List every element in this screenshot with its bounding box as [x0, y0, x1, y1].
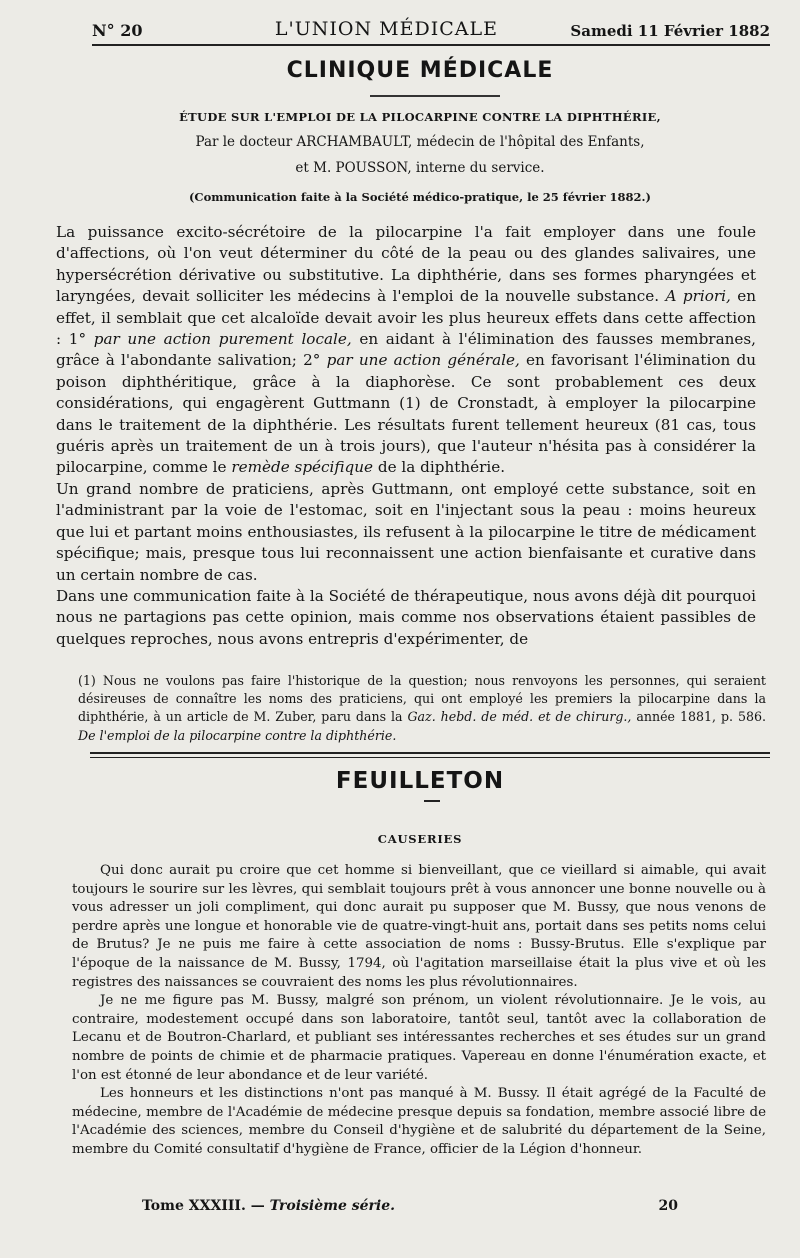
- feuilleton-body: [72, 862, 766, 1160]
- issue-date: Samedi 11 Février 1882: [570, 22, 770, 40]
- section-title: CLINIQUE MÉDICALE: [286, 58, 554, 83]
- byline-author: Par le docteur ARCHAMBAULT, médecin de l'hôpital des Enfants,: [195, 134, 645, 150]
- header-rule: [92, 44, 770, 46]
- feuilleton-paragraph: Qui donc aurait pu croire que cet homme si bienveillant, que ce vieillard si aimable, qui avait toujours le sourire sur les lèvres, qui semblait toujours prêt à vous annoncer une bonne nouvelle ou à vous adresser un joli compliment, qui donc aurait pu supposer que M. Bussy, que nous venons de perdre après une longue et honorable vie de quatre-vingt-huit ans, portait dans ses petits noms celui de Brutus? Je ne puis me faire à cette association de noms : Bussy-Brutus. Elle s'explique par l'époque de la naissance de M. Bussy, 1794, où l'agitation marseillaise était la plus vive et où les registres des naissances se couvraient des noms les plus révolutionnaires.: [72, 863, 766, 990]
- article-paragraph: Dans une communication faite à la Société de thérapeutique, nous avons déjà dit pourquoi nous ne partagions pas cette opinion, mais comme nos observations étaient passibles de quelques reproches, nous avons entrepris d'expérimenter, de: [56, 586, 756, 648]
- byline-coauthor: et M. POUSSON, interne du service.: [295, 160, 545, 176]
- feuilleton-paragraph: Les honneurs et les distinctions n'ont pas manqué à M. Bussy. Il était agrégé de la Faculté de médecine, membre de l'Académie de médecine presque depuis sa fondation, membre associé libre de l'Académie des sciences, membre du Conseil d'hygiène et de salubrité du département de la Seine, membre du Comité consultatif d'hygiène de France, officier de la Légion d'honneur.: [72, 1086, 766, 1157]
- separator-rule-thin: [90, 757, 770, 758]
- feuilleton-paragraph: Je ne me figure pas M. Bussy, malgré son prénom, un violent révolutionnaire. Je le vois, au contraire, modestement occupé dans son laboratoire, tantôt seul, tantôt avec la collaboration de Lecanu et de Boutron-Charlard, et publiant ses intéressantes recherches et ses études sur un grand nombre de points de chimie et de pharmacie pratiques. Vapereau en donne l'énumération exacte, et l'on est étonné de leur abondance et de leur variété.: [72, 993, 766, 1083]
- footnote: (1) Nous ne voulons pas faire l'historique de la question; nous renvoyons les personnes, qui seraient désireuses de connaître les noms des praticiens, qui ont employé les premiers la pilocarpine dans la diphthérie, à un article de M. Zuber, paru dans la Gaz. hebd. de méd. et de chirurg., année 1881, p. 586. De l'emploi de la pilocarpine contre la diphthérie.: [78, 673, 766, 743]
- journal-page: [56, 0, 770, 1258]
- article-subtitle: ÉTUDE SUR L'EMPLOI DE LA PILOCARPINE CONTRE LA DIPHTHÉRIE,: [179, 110, 661, 124]
- feuilleton-title: FEUILLETON: [335, 768, 505, 794]
- volume-info: Tome XXXIII. — Troisième série.: [142, 1198, 396, 1214]
- page-header: [92, 6, 770, 40]
- issue-number: N° 20: [92, 21, 143, 40]
- page-footer: [70, 1198, 770, 1218]
- article-body: [56, 222, 756, 650]
- section-rule: [370, 95, 500, 97]
- article-paragraph: Un grand nombre de praticiens, après Guttmann, ont employé cette substance, soit en l'administrant par la voie de l'estomac, soit en l'injectant sous la peau : moins heureux que lui et partant moins enthousiastes, ils refusent à la pilocarpine le titre de médicament spécifique; mais, presque tous lui reconnaissent une action bienfaisante et curative dans un certain nombre de cas.: [56, 479, 756, 584]
- article-paragraph: La puissance excito-sécrétoire de la pilocarpine l'a fait employer dans une foule d'affections, où l'on veut déterminer du côté de la peau ou des glandes salivaires, une hypersécrétion dérivative ou substitutive. La diphthérie, dans ses formes pharyngées et laryngées, devait solliciter les médecins à l'emploi de la nouvelle substance. A priori, en effet, il semblait que cet alcaloïde devait avoir les plus heureux effets dans cette affection : 1° par une action purement locale, en aidant à l'élimination des fausses membranes, grâce à l'abondante salivation; 2° par une action générale, en favorisant l'élimination du poison diphthéritique, grâce à la diaphorèse. Ce sont probablement ces deux considérations, qui engagèrent Guttmann (1) de Cronstadt, à employer la pilocarpine dans le traitement de la diphthérie. Les résultats furent tellement heureux (81 cas, tous guéris après un traitement de un à trois jours), que l'auteur n'hésita pas à considérer la pilocarpine, comme le remède spécifique de la diphthérie.: [56, 223, 757, 477]
- separator-rule: [90, 752, 770, 754]
- journal-title: L'UNION MÉDICALE: [274, 18, 498, 40]
- communication-note: (Communication faite à la Société médico-pratique, le 25 février 1882.): [188, 190, 652, 204]
- feuilleton-subtitle: CAUSERIES: [377, 832, 463, 846]
- feuilleton-dash: [424, 800, 440, 802]
- page-number: 20: [658, 1198, 678, 1214]
